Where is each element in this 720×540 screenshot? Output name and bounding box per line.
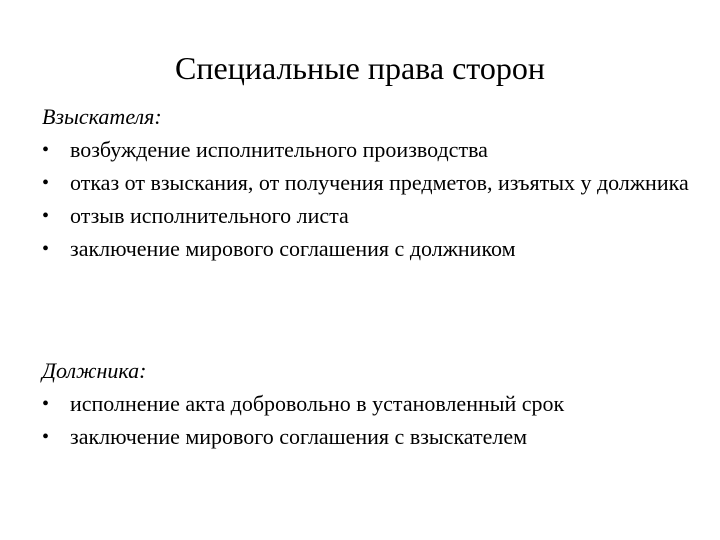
list-item xyxy=(42,236,702,262)
slide-title: Специальные права сторон xyxy=(175,50,545,86)
debtor-rights-list xyxy=(42,391,702,450)
list-item xyxy=(42,203,702,229)
bullet-icon: • xyxy=(42,393,50,415)
bullet-icon: • xyxy=(42,172,50,194)
section-debtor xyxy=(42,358,702,450)
list-item-text: исполнение акта добровольно в установленный срок xyxy=(70,391,565,416)
list-item-text: заключение мирового соглашения с взыскателем xyxy=(70,424,528,449)
bullet-icon: • xyxy=(42,238,50,260)
claimant-rights-list xyxy=(42,137,702,262)
list-item-text: отказ от взыскания, от получения предметов, изъятых у должника xyxy=(70,170,689,195)
list-item xyxy=(42,391,702,417)
list-item-text: возбуждение исполнительного производства xyxy=(70,137,488,162)
bullet-icon: • xyxy=(42,139,50,161)
section-heading-debtor: Должника: xyxy=(42,358,147,383)
list-item-text: заключение мирового соглашения с должником xyxy=(70,236,516,261)
list-item-text: отзыв исполнительного листа xyxy=(70,203,349,228)
list-item xyxy=(42,170,702,196)
list-item xyxy=(42,137,702,163)
list-item xyxy=(42,424,702,450)
section-heading-claimant: Взыскателя: xyxy=(42,104,162,129)
bullet-icon: • xyxy=(42,205,50,227)
bullet-icon: • xyxy=(42,426,50,448)
section-claimant xyxy=(42,104,702,262)
